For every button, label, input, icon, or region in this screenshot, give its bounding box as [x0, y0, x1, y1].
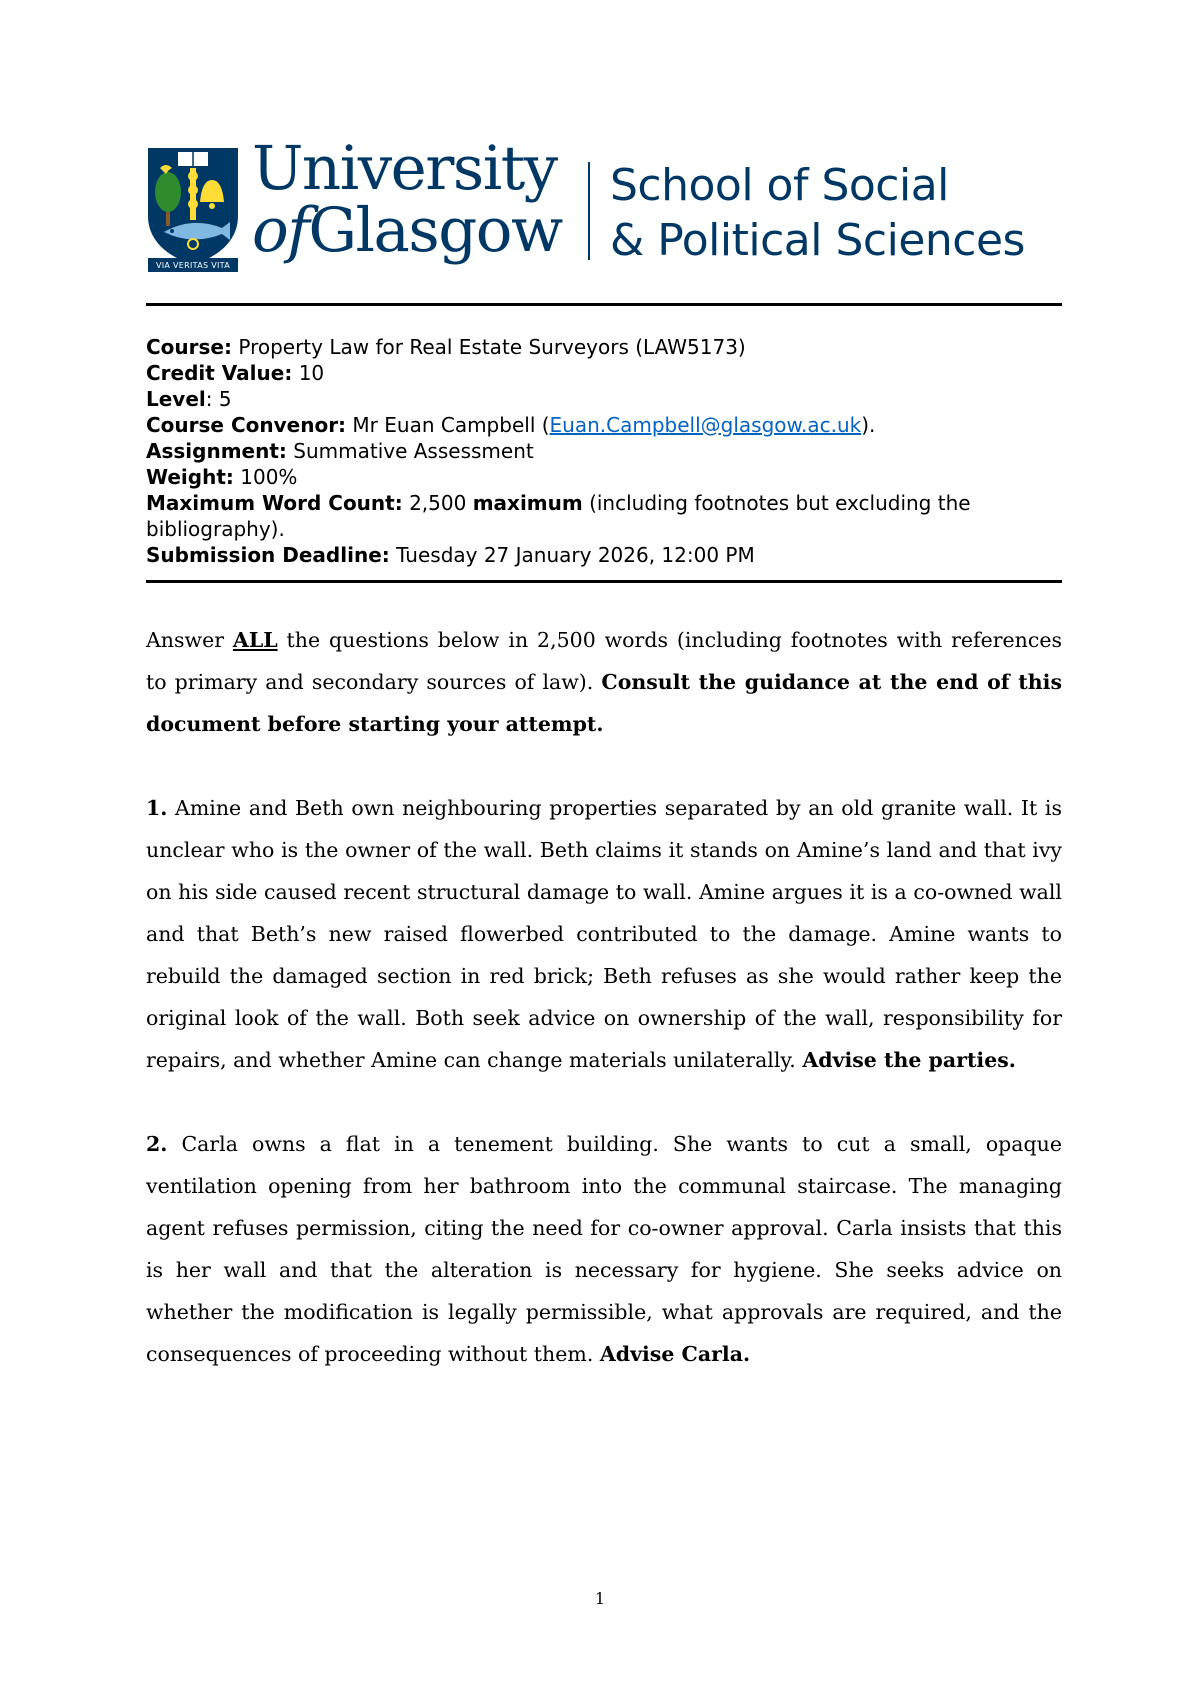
course-details	[146, 334, 1062, 568]
page-number: 1	[594, 1589, 606, 1608]
convenor-label: Course Convenor:	[146, 413, 347, 437]
deadline-value: Tuesday 27 January 2026, 12:00 PM	[389, 543, 755, 567]
school-name	[610, 158, 1025, 268]
course-row	[146, 334, 1062, 360]
weight-value: 100%	[233, 465, 298, 489]
university-glasgow: Glasgow	[308, 195, 562, 266]
question-2-number: 2.	[146, 1132, 168, 1156]
question-1-number: 1.	[146, 796, 168, 820]
assignment-body	[146, 619, 1062, 1375]
crest-motto: VIA VERITAS VITA	[155, 261, 231, 270]
question-2-text: Carla owns a flat in a tenement building. She wants to cut a small, opaque ventilation opening from her bathroom into the communal staircase. The managing agent refuses permission, citing the need for co-owner approval. Carla insists that this is her wall and that the alteration is necessary for hygiene. She seeks advice on whether the modification is legally permissible, what approvals are required, and the consequences of proceeding without them.	[146, 1132, 1062, 1366]
wordcount-value: 2,500	[402, 491, 473, 515]
course-value: Property Law for Real Estate Surveyors (LAW5173)	[232, 335, 746, 359]
convenor-tail: ).	[861, 413, 876, 437]
credit-value: 10	[292, 361, 325, 385]
credit-label: Credit Value:	[146, 361, 293, 385]
university-of: of	[252, 195, 309, 266]
intro-all: ALL	[232, 628, 278, 652]
deadline-row	[146, 542, 1062, 568]
level-row	[146, 386, 1062, 412]
intro-text-1: Answer	[146, 628, 233, 652]
logo-header	[146, 133, 1062, 280]
assignment-label: Assignment:	[146, 439, 287, 463]
convenor-email-link[interactable]: Euan.Campbell@glasgow.ac.uk	[549, 413, 862, 437]
weight-row	[146, 464, 1062, 490]
intro-guidance: Consult the guidance at the end of this document before starting your attempt.	[146, 670, 1062, 736]
question-2-instruction: Advise Carla.	[599, 1342, 751, 1366]
intro-paragraph	[146, 619, 1062, 745]
intro-text-2: the questions below in 2,500 words (including footnotes with references to primary and secondary sources of law).	[146, 628, 1062, 694]
deadline-label: Submission Deadline:	[146, 543, 390, 567]
weight-label: Weight:	[146, 465, 234, 489]
assignment-row	[146, 438, 1062, 464]
assignment-value: Summative Assessment	[286, 439, 534, 463]
wordcount-tail: (including footnotes but excluding the bibliography).	[146, 491, 971, 541]
bottom-divider	[146, 580, 1062, 583]
course-label: Course:	[146, 335, 232, 359]
university-crest-icon	[146, 146, 240, 274]
top-divider	[146, 303, 1062, 306]
question-1-text: Amine and Beth own neighbouring properties separated by an old granite wall. It is unclear who is the owner of the wall. Beth claims it stands on Amine’s land and that ivy on his side caused recent structural damage to wall. Amine argues it is a co-owned wall and that Beth’s new raised flowerbed contributed to the damage. Amine wants to rebuild the damaged section in red brick; Beth refuses as she would rather keep the original look of the wall. Both seek advice on ownership of the wall, responsibility for repairs, and whether Amine can change materials unilaterally.	[146, 796, 1062, 1072]
question-2	[146, 1123, 1062, 1375]
level-label: Level	[146, 387, 206, 411]
convenor-name: Mr Euan Campbell (	[346, 413, 550, 437]
convenor-row	[146, 412, 1062, 438]
school-name-line2: & Political Sciences	[610, 215, 1025, 266]
university-name-line2	[252, 196, 562, 266]
university-name-line1: University	[252, 133, 557, 204]
level-value: : 5	[205, 387, 232, 411]
wordcount-row	[146, 490, 1062, 542]
wordcount-maximum: maximum	[472, 491, 583, 515]
logo-divider	[588, 162, 590, 260]
credit-row	[146, 360, 1062, 386]
wordcount-label: Maximum Word Count:	[146, 491, 403, 515]
question-1-instruction: Advise the parties.	[802, 1048, 1016, 1072]
school-name-line1: School of Social	[610, 160, 949, 211]
question-1	[146, 787, 1062, 1081]
